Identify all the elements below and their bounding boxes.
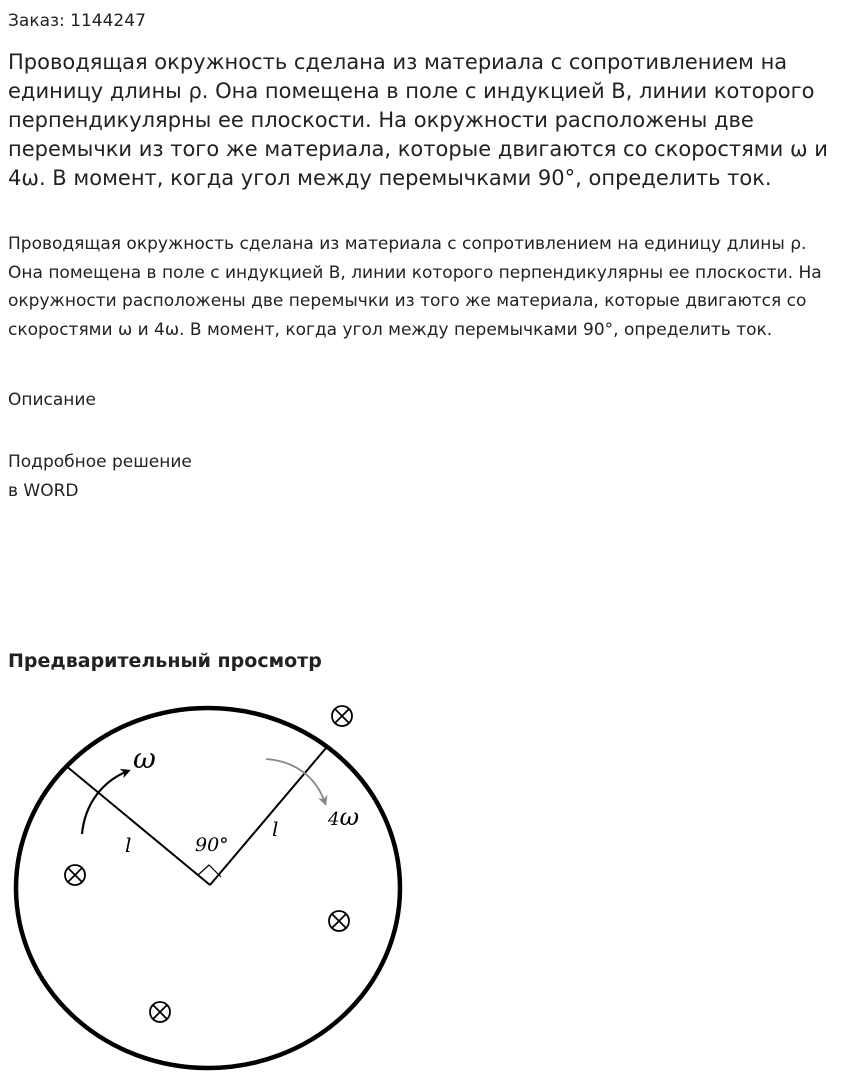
jumper-right [210, 748, 326, 885]
description-line-2: в WORD [8, 480, 79, 501]
description-body [8, 448, 192, 505]
order-number: Заказ: 1144247 [8, 11, 146, 31]
omega4-label [327, 803, 359, 831]
problem-title: Проводящая окружность сделана из материала с сопротивлением на единицу длины ρ. Она помещена в поле с индукцией В, линии которого перпендикулярны ее плоскости. На окружности расположены две перемычки из того же материала, которые двигаются со скоростями ω и 4ω. В момент, когда угол между перемычками 90°, определить ток. [8, 50, 828, 190]
omega-label: ω [133, 742, 156, 775]
length-label-left: l [125, 833, 132, 857]
omega-arrow [82, 771, 128, 834]
angle-label: 90° [195, 834, 229, 856]
problem-text: Проводящая окружность сделана из материала с сопротивлением на единицу длины ρ. Она помещена в поле с индукцией В, линии которого перпендикулярны ее плоскости. На окружности расположены две перемычки из того же материала, которые двигаются со скоростями ω и 4ω. В момент, когда угол между перемычками 90°, определить ток. [8, 234, 822, 340]
field-into-page-icon [332, 706, 352, 726]
jumper-left [65, 765, 210, 885]
preview-title: Предварительный просмотр [8, 650, 322, 672]
omega4-arrow [266, 759, 325, 803]
description-line-1: Подробное решение [8, 452, 192, 472]
field-into-page-icon [329, 911, 349, 931]
omega4-symbol: ω [339, 803, 360, 831]
description-label: Описание [8, 390, 96, 410]
length-label-right: l [272, 817, 279, 841]
field-into-page-icon [150, 1002, 170, 1022]
conducting-ring [16, 708, 400, 1068]
preview-figure [0, 695, 420, 1085]
field-into-page-icon [65, 865, 85, 885]
omega4-coefficient: 4 [328, 809, 340, 830]
